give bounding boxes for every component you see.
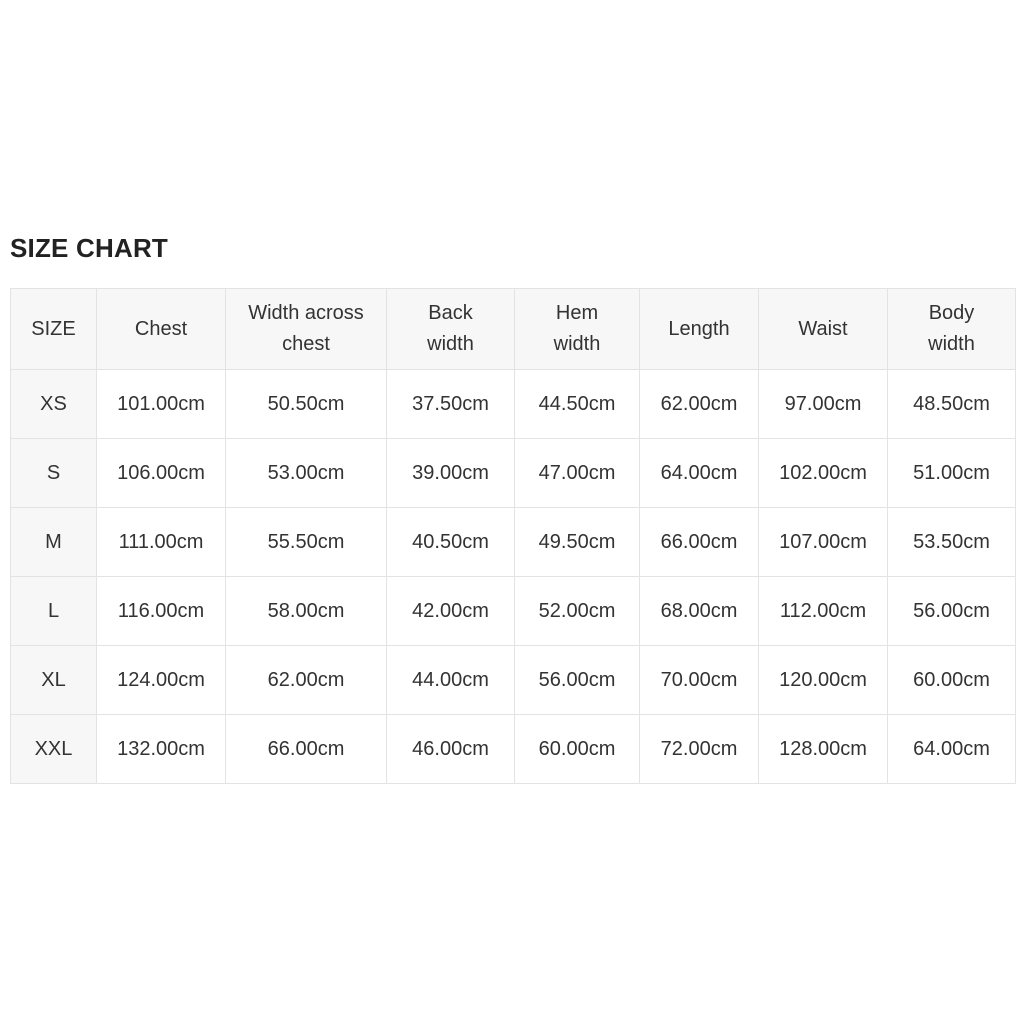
- back-width-cell: 46.00cm: [387, 715, 515, 784]
- size-chart-table: [10, 288, 1016, 784]
- table-row: [11, 370, 1016, 439]
- size-cell: XXL: [11, 715, 97, 784]
- length-cell: 70.00cm: [640, 646, 759, 715]
- width-across-chest-cell: 55.50cm: [226, 508, 387, 577]
- length-cell: 64.00cm: [640, 439, 759, 508]
- chest-cell: 101.00cm: [97, 370, 226, 439]
- chest-cell: 132.00cm: [97, 715, 226, 784]
- chest-cell: 124.00cm: [97, 646, 226, 715]
- body-width-cell: 53.50cm: [888, 508, 1016, 577]
- table-header-row: [11, 289, 1016, 370]
- body-width-cell: 60.00cm: [888, 646, 1016, 715]
- length-cell: 66.00cm: [640, 508, 759, 577]
- back-width-cell: 42.00cm: [387, 577, 515, 646]
- length-cell: 62.00cm: [640, 370, 759, 439]
- header-hem-width: Hem width: [515, 289, 640, 370]
- table-row: [11, 715, 1016, 784]
- body-width-cell: 51.00cm: [888, 439, 1016, 508]
- hem-width-cell: 60.00cm: [515, 715, 640, 784]
- width-across-chest-cell: 50.50cm: [226, 370, 387, 439]
- header-size: SIZE: [11, 289, 97, 370]
- size-cell: L: [11, 577, 97, 646]
- page-title: SIZE CHART: [10, 233, 168, 263]
- body-width-cell: 56.00cm: [888, 577, 1016, 646]
- body-width-cell: 48.50cm: [888, 370, 1016, 439]
- size-cell: M: [11, 508, 97, 577]
- chest-cell: 111.00cm: [97, 508, 226, 577]
- table-row: [11, 577, 1016, 646]
- body-width-cell: 64.00cm: [888, 715, 1016, 784]
- length-cell: 68.00cm: [640, 577, 759, 646]
- hem-width-cell: 56.00cm: [515, 646, 640, 715]
- waist-cell: 97.00cm: [759, 370, 888, 439]
- back-width-cell: 40.50cm: [387, 508, 515, 577]
- table-row: [11, 439, 1016, 508]
- size-cell: XS: [11, 370, 97, 439]
- hem-width-cell: 49.50cm: [515, 508, 640, 577]
- waist-cell: 102.00cm: [759, 439, 888, 508]
- table-row: [11, 646, 1016, 715]
- waist-cell: 112.00cm: [759, 577, 888, 646]
- back-width-cell: 39.00cm: [387, 439, 515, 508]
- waist-cell: 107.00cm: [759, 508, 888, 577]
- header-body-width: Body width: [888, 289, 1016, 370]
- hem-width-cell: 44.50cm: [515, 370, 640, 439]
- hem-width-cell: 47.00cm: [515, 439, 640, 508]
- table-row: [11, 508, 1016, 577]
- header-back-width: Back width: [387, 289, 515, 370]
- chest-cell: 116.00cm: [97, 577, 226, 646]
- header-width-across-chest: Width across chest: [226, 289, 387, 370]
- width-across-chest-cell: 58.00cm: [226, 577, 387, 646]
- width-across-chest-cell: 66.00cm: [226, 715, 387, 784]
- width-across-chest-cell: 53.00cm: [226, 439, 387, 508]
- hem-width-cell: 52.00cm: [515, 577, 640, 646]
- size-cell: XL: [11, 646, 97, 715]
- width-across-chest-cell: 62.00cm: [226, 646, 387, 715]
- back-width-cell: 37.50cm: [387, 370, 515, 439]
- length-cell: 72.00cm: [640, 715, 759, 784]
- back-width-cell: 44.00cm: [387, 646, 515, 715]
- waist-cell: 120.00cm: [759, 646, 888, 715]
- header-length: Length: [640, 289, 759, 370]
- header-chest: Chest: [97, 289, 226, 370]
- size-cell: S: [11, 439, 97, 508]
- chest-cell: 106.00cm: [97, 439, 226, 508]
- waist-cell: 128.00cm: [759, 715, 888, 784]
- header-waist: Waist: [759, 289, 888, 370]
